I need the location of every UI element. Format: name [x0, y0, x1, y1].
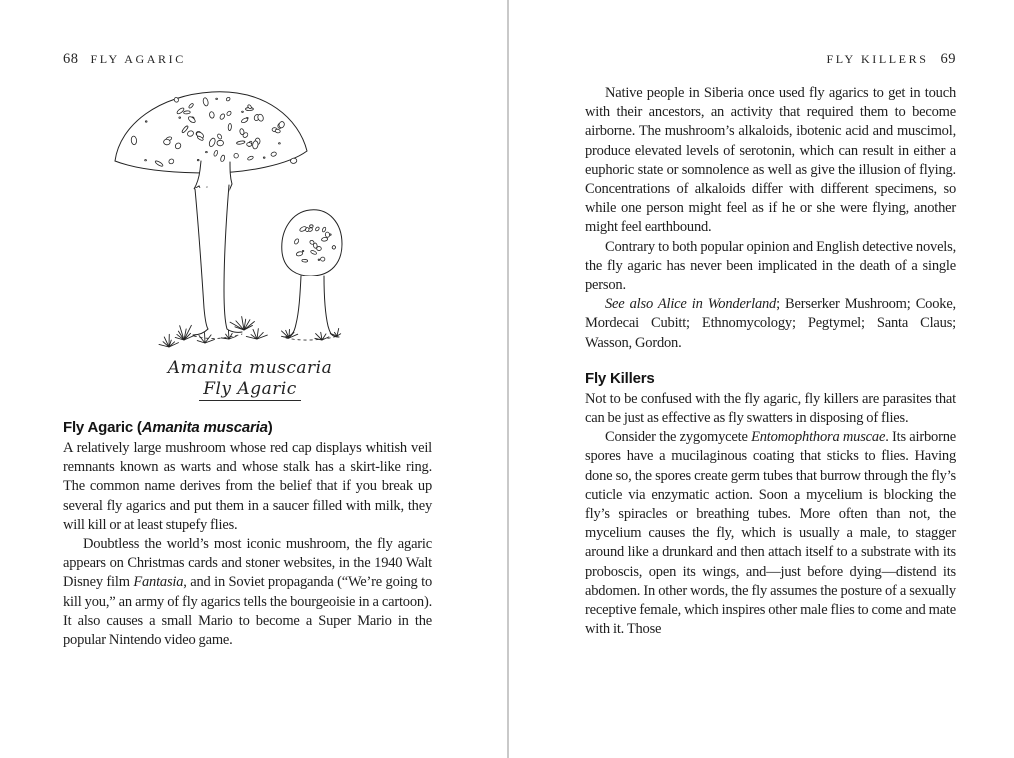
entry-fly-agaric [63, 419, 432, 650]
paragraph: A relatively large mushroom whose red cap displays whitish veil remnants known as warts and whose stalk has a skirt-like ring. The common name derives from the belief that if you break up several fly agarics and put them in a saucer filled with milk, they will kill or at least stupefy flies. [63, 440, 432, 533]
running-head-right [584, 51, 956, 68]
page-gutter-divider [507, 0, 509, 758]
paragraph: Contrary to both popular opinion and English detective novels, the fly agaric has never been implicated in the death of a single person. [585, 238, 956, 294]
big-stem-base-right [227, 329, 242, 332]
figure-caption [58, 358, 442, 401]
paragraph: Not to be confused with the fly agaric, fly killers are parasites that can be just as effective as fly swatters in disposing of flies. [585, 390, 956, 427]
entry-body-fly-killers [585, 390, 956, 640]
ground-dashes-small [286, 336, 338, 340]
paragraph: Consider the zygomycete Entomophthora muscae. Its airborne spores have a mucilaginous coating that sticks to flies. Having done so, the spores create germ tubes that burrow through the fly’s cuticle via enzymatic action. Soon a mycelium is blocking the fly’s spiracles or breathing tubes. More often than not, the mycelium causes the fly, which is usually a male, to stagger around like a drunkard and then attach itself to a substrate with its proboscis, open its wings, and—just before dying—distend its abdomen. In other words, the fly assumes the posture of a sexually receptive female, which inspires other male flies to come and mate with it. Those [585, 429, 956, 638]
caption-species-name: Amanita muscaria [167, 358, 333, 378]
running-head-title-right: FLY KILLERS [826, 52, 929, 66]
fly-agaric-figure [58, 82, 442, 401]
entry-fly-killers [585, 370, 956, 640]
entry-body-fly-agaric [63, 439, 432, 650]
paragraph: Native people in Siberia once used fly agarics to get in touch with their ancestors, an activity that required them to become airborne. The mushroom’s alkaloids, ibotenic acid and muscimol, produce elevated levels of serotonin, which can result in either a euphoric state or somnolence as well as give the illusion of flying. Concentrations of alkaloids differ with different specimens, so while one person might feel as if he or she were flying, another might feel earthbound. [585, 85, 956, 236]
caption-common-name: Fly Agaric [199, 379, 301, 401]
big-stem-base-left [193, 329, 208, 335]
page-number-left: 68 [63, 51, 79, 67]
running-head-title-left: FLY AGARIC [90, 52, 186, 66]
fly-agaric-continued-text [585, 84, 956, 353]
running-head-left [63, 51, 186, 68]
fly-agaric-illustration [58, 82, 442, 356]
paragraph: See also Alice in Wonderland; Berserker Mushroom; Cooke, Mordecai Cubitt; Ethnomycology; Pegtymel; Santa Claus; Wasson, Gordon. [585, 296, 956, 351]
page-right-body [585, 84, 956, 639]
entry-heading-fly-killers: Fly Killers [585, 369, 655, 387]
page-number-right: 69 [940, 51, 956, 67]
entry-heading-fly-agaric: Fly Agaric (Amanita muscaria) [63, 419, 273, 436]
paragraph: Doubtless the world’s most iconic mushroom, the fly agaric appears on Christmas cards and stoner websites, in the 1940 Walt Disney film Fantasia, and in Soviet propaganda (“We’re going to kill you,” an army of fly agarics tells the bourgeoisie in a cartoon). It also causes a small Mario to become a Super Mario in the popular Nintendo video game. [63, 536, 433, 649]
